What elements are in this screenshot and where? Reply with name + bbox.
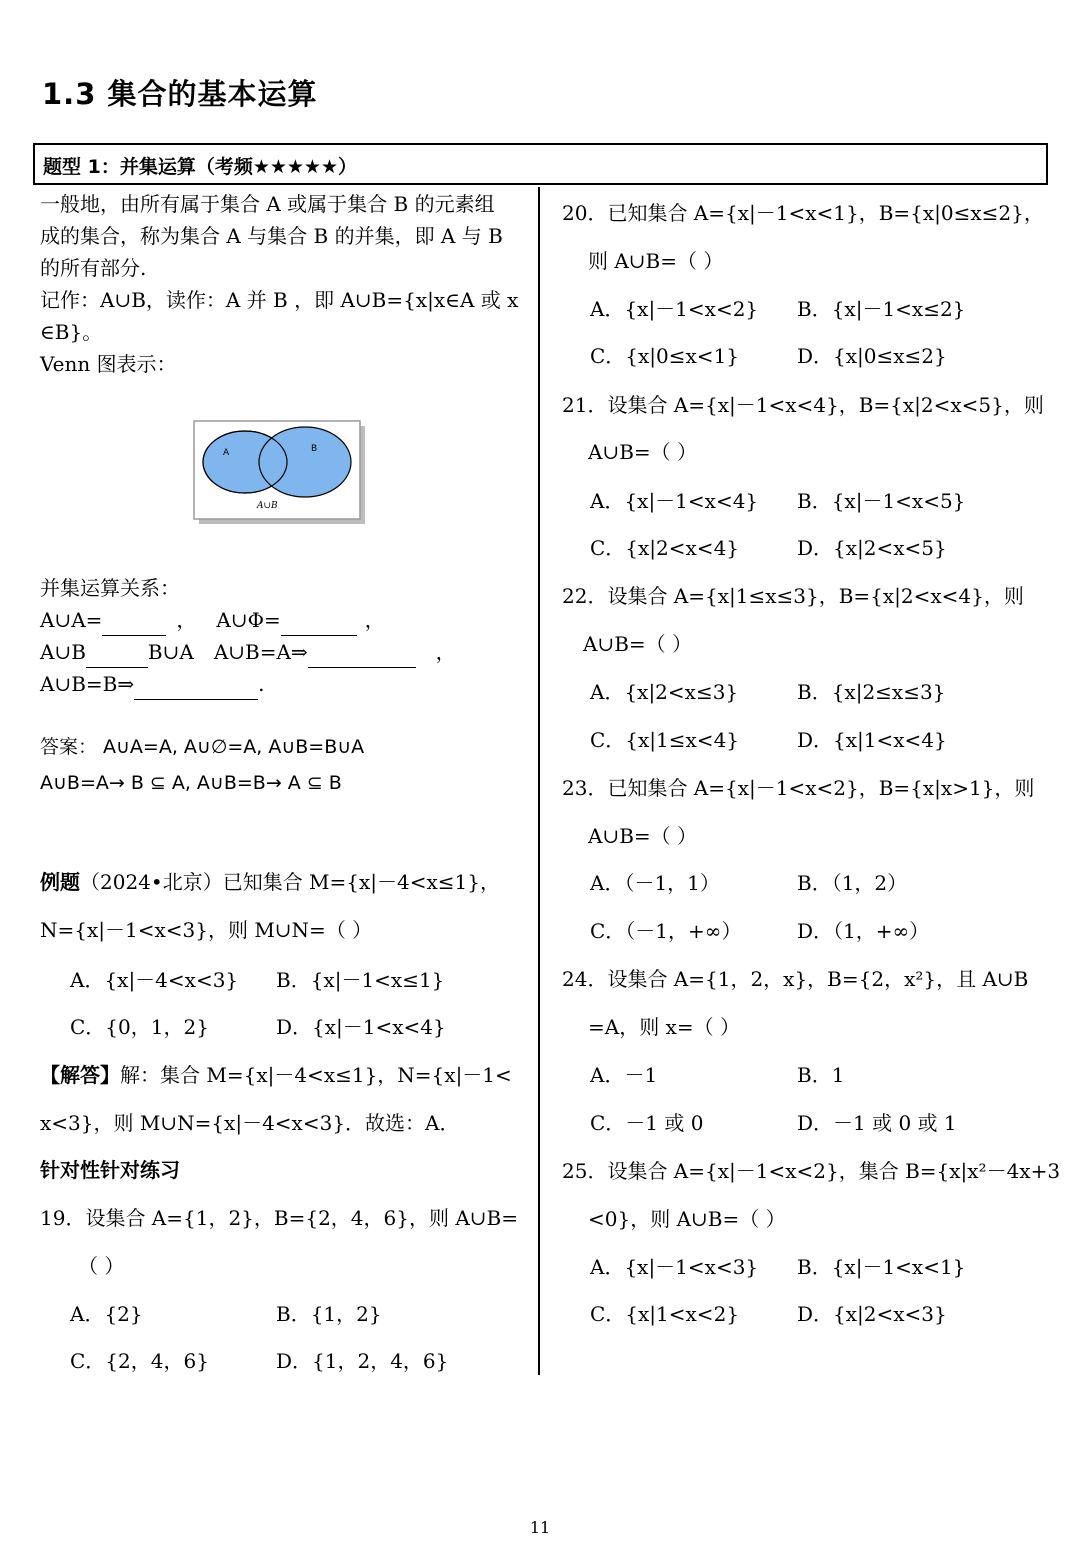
relation-aphi: A∪Φ= (216, 608, 281, 632)
q21-stem-2: A∪B=（ ） (588, 440, 698, 464)
q24-option-a: A．－1 (590, 1063, 658, 1087)
notation-line: 记作：A∪B，读作：A 并 B ，即 A∪B={x|x∈A 或 x (40, 288, 519, 312)
q25-stem-2: <0}，则 A∪B=（ ） (588, 1207, 786, 1231)
q20-option-c: C．{x|0≤x<1} (590, 344, 740, 368)
relation-aub: A∪B (40, 640, 86, 664)
q22-option-d: D．{x|1<x<4} (797, 728, 947, 752)
solution-text: 解：集合 M={x|－4<x≤1}，N={x|－1< (120, 1063, 512, 1087)
venn-caption: A∪B (257, 501, 278, 511)
example-line-1 (40, 866, 500, 895)
fill-blank[interactable] (281, 613, 357, 636)
answer-text: A∪A=A, A∪∅=A, A∪B=B∪A (103, 736, 365, 758)
answer-line-2: A∪B=A→ B ⊆ A, A∪B=B→ A ⊆ B (40, 772, 342, 794)
venn-set-b (259, 427, 351, 497)
q19-option-b: B．{1，2} (276, 1302, 382, 1326)
relations-row: A∪B=B⇒ . (40, 668, 530, 700)
venn-diagram (193, 420, 365, 524)
q21-stem: 21．设集合 A={x|－1<x<4}，B={x|2<x<5}，则 (562, 393, 1044, 417)
practice-heading: 针对性针对练习 (40, 1158, 180, 1182)
q21-option-b: B．{x|－1<x<5} (797, 489, 966, 513)
q24-option-c: C．－1 或 0 (590, 1111, 704, 1135)
relations-heading: 并集运算关系： (40, 576, 180, 600)
q24-stem-2: =A，则 x=（ ） (588, 1015, 740, 1039)
q20-stem: 20．已知集合 A={x|－1<x<1}，B={x|0≤x≤2}， (562, 201, 1044, 225)
q22-stem: 22．设集合 A={x|1≤x≤3}，B={x|2<x<4}，则 (562, 584, 1024, 608)
example-question: （2024•北京）已知集合 M={x|－4<x≤1}， (80, 870, 500, 894)
q21-option-c: C．{x|2<x<4} (590, 536, 740, 560)
topic-header (33, 143, 1048, 185)
definition-line: 一般地，由所有属于集合 A 或属于集合 B 的元素组 (40, 192, 495, 216)
page-number: 11 (529, 1518, 551, 1537)
fill-blank[interactable] (134, 677, 258, 700)
relations-row: A∪B B∪A A∪B=A⇒ ， (40, 636, 530, 668)
relation-bua: B∪A (147, 640, 194, 664)
fill-blank[interactable] (86, 645, 148, 668)
example-line-2: N={x|－1<x<3}，则 M∪N=（ ） (40, 918, 373, 942)
answer-line-1 (40, 732, 364, 759)
example-option-b: B．{x|－1<x≤1} (276, 968, 445, 992)
q23-option-c: C．（－1，+∞） (590, 919, 742, 943)
q22-stem-2: A∪B=（ ） (583, 632, 693, 656)
q21-option-d: D．{x|2<x<5} (797, 536, 947, 560)
definition-line: 成的集合，称为集合 A 与集合 B 的并集，即 A 与 B (40, 224, 503, 248)
q23-option-b: B．（1，2） (797, 871, 908, 895)
fill-blank[interactable] (102, 613, 166, 636)
q25-option-b: B．{x|－1<x<1} (797, 1255, 966, 1279)
relation-aub-b: A∪B=B⇒ (40, 672, 135, 696)
q22-option-b: B．{x|2≤x≤3} (797, 680, 946, 704)
venn-label-a: A (223, 448, 230, 458)
q24-option-d: D．－1 或 0 或 1 (797, 1111, 957, 1135)
relation-aua: A∪A= (40, 608, 103, 632)
q20-stem-2: 则 A∪B=（ ） (588, 249, 724, 273)
q25-option-a: A．{x|－1<x<3} (590, 1255, 759, 1279)
q20-option-b: B．{x|－1<x≤2} (797, 297, 966, 321)
q25-stem: 25．设集合 A={x|－1<x<2}，集合 B={x|x²－4x+3 (562, 1159, 1061, 1183)
q20-option-d: D．{x|0≤x≤2} (797, 344, 947, 368)
q19-stem: 19．设集合 A={1，2}，B={2，4，6}，则 A∪B= (40, 1206, 518, 1230)
example-label: 例题 (40, 870, 80, 894)
example-option-c: C．{0，1，2} (70, 1015, 209, 1039)
column-divider (538, 187, 540, 1375)
q24-option-b: B．1 (797, 1063, 845, 1087)
union-definition (40, 188, 530, 380)
q19-option-c: C．{2，4，6} (70, 1349, 209, 1373)
topic-label: 题型 1：并集运算（考频★★★★★） (43, 156, 358, 178)
example-option-d: D．{x|－1<x<4} (276, 1015, 446, 1039)
venn-label-b: B (311, 444, 318, 454)
q20-option-a: A．{x|－1<x<2} (590, 297, 759, 321)
q19-option-d: D．{1，2，4，6} (276, 1349, 449, 1373)
relations-row: A∪A= ， A∪Φ= ， (40, 604, 530, 636)
example-option-a: A．{x|－4<x<3} (70, 968, 239, 992)
definition-line: 的所有部分. (40, 256, 147, 280)
answer-label: 答案： (40, 736, 98, 758)
page-title: 1.3 集合的基本运算 (42, 77, 318, 111)
solution-line-2: x<3}，则 M∪N={x|－4<x<3}．故选：A． (40, 1111, 460, 1135)
venn-intro: Venn 图表示： (40, 352, 177, 376)
q25-option-d: D．{x|2<x<3} (797, 1302, 947, 1326)
q22-option-c: C．{x|1≤x<4} (590, 728, 740, 752)
notation-line: ∈B}。 (40, 320, 103, 344)
fill-blank[interactable] (308, 645, 416, 668)
solution-label: 【解答】 (40, 1063, 120, 1087)
q23-option-a: A．（－1，1） (590, 871, 720, 895)
q24-stem: 24．设集合 A={1，2，x}，B={2，x²}，且 A∪B (562, 967, 1029, 991)
q19-stem-2: （ ） (78, 1254, 125, 1278)
union-relations (40, 572, 530, 700)
q23-stem-2: A∪B=（ ） (588, 824, 698, 848)
q23-stem: 23．已知集合 A={x|－1<x<2}，B={x|x>1}，则 (562, 776, 1035, 800)
solution-line-1 (40, 1059, 512, 1088)
q23-option-d: D．（1，+∞） (797, 919, 930, 943)
q22-option-a: A．{x|2<x≤3} (590, 680, 739, 704)
q21-option-a: A．{x|－1<x<4} (590, 489, 759, 513)
q19-option-a: A．{2} (70, 1302, 143, 1326)
q25-option-c: C．{x|1<x<2} (590, 1302, 740, 1326)
relation-aub-a: A∪B=A⇒ (213, 640, 308, 664)
